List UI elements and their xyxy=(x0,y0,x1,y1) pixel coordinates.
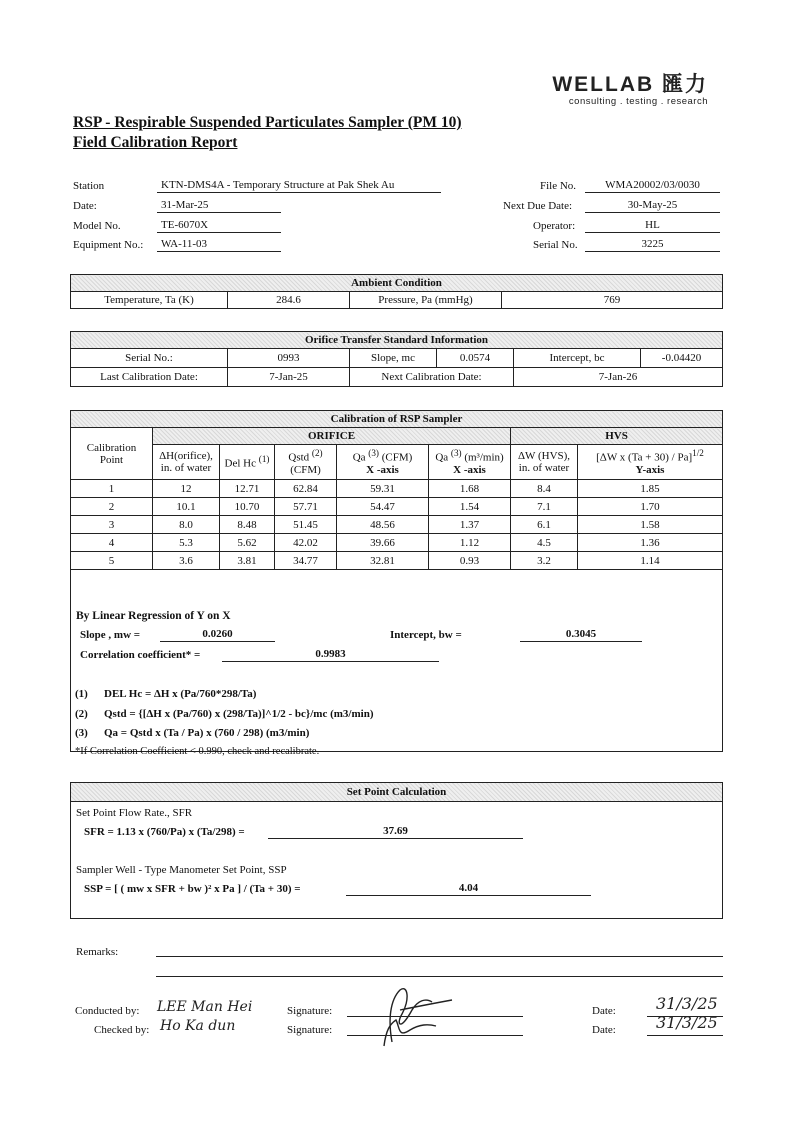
calibration-cell: 5.62 xyxy=(220,534,275,552)
formula-2: Qstd = {[ΔH x (Pa/760) x (298/Ta)]^1/2 - bc}/mc (m3/min) xyxy=(104,708,374,720)
qstd-text: Qstd xyxy=(288,451,310,464)
col-del-hc xyxy=(220,445,275,480)
intercept-bc-label: Intercept, bc xyxy=(514,349,641,368)
qstd-unit: (CFM) xyxy=(290,463,321,476)
calibration-row xyxy=(71,498,723,516)
calibration-cell: 32.81 xyxy=(337,552,429,570)
calibration-cell: 54.47 xyxy=(337,498,429,516)
qa-sup: (3) xyxy=(368,448,379,459)
calibration-cell: 5 xyxy=(71,552,153,570)
calibration-cell: 1 xyxy=(71,480,153,498)
ssp-title: Sampler Well - Type Manometer Set Point, SSP xyxy=(76,864,287,876)
qa-text: Qa xyxy=(352,451,366,464)
calibration-cell: 57.71 xyxy=(275,498,337,516)
y-sup: 1/2 xyxy=(692,448,704,459)
calibration-cell: 7.1 xyxy=(511,498,578,516)
remarks-label: Remarks: xyxy=(76,946,119,958)
operator-value: HL xyxy=(585,218,720,233)
calibration-cell: 3 xyxy=(71,516,153,534)
temperature-value: 284.6 xyxy=(228,292,350,309)
calibration-cell: 6.1 xyxy=(511,516,578,534)
signature-label-2: Signature: xyxy=(287,1024,333,1036)
calibration-cell: 5.3 xyxy=(153,534,220,552)
model-label: Model No. xyxy=(73,220,121,232)
calibration-cell: 12 xyxy=(153,480,220,498)
last-cal-label: Last Calibration Date: xyxy=(71,368,228,387)
calibration-cell: 1.12 xyxy=(429,534,511,552)
calibration-cell: 4.5 xyxy=(511,534,578,552)
setpoint-section xyxy=(70,782,723,919)
y-axis-label: Y-axis xyxy=(635,463,665,476)
setpoint-title: Set Point Calculation xyxy=(71,783,722,802)
calibration-cell: 34.77 xyxy=(275,552,337,570)
serial-label: Serial No. xyxy=(533,239,578,251)
qa-unit: (CFM) xyxy=(381,451,413,464)
intercept-bw-label: Intercept, bw = xyxy=(390,629,462,641)
qstd-sup: (2) xyxy=(311,448,323,459)
y-text: [ΔW x (Ta + 30) / Pa] xyxy=(596,451,693,464)
calibration-cell: 1.70 xyxy=(578,498,723,516)
calibration-cell: 3.2 xyxy=(511,552,578,570)
sfr-value: 37.69 xyxy=(268,824,523,839)
calibration-cell: 1.54 xyxy=(429,498,511,516)
date-value-1: 31/3/25 xyxy=(656,994,718,1013)
date-label: Date: xyxy=(73,200,97,212)
next-cal-value: 7-Jan-26 xyxy=(514,368,723,387)
formula-1-num: (1) xyxy=(75,688,88,700)
qam-text: Qa xyxy=(435,451,449,464)
calibration-table xyxy=(70,410,723,570)
model-value: TE-6070X xyxy=(157,218,281,233)
remarks-line-2 xyxy=(156,976,723,977)
orifice-serial-label: Serial No.: xyxy=(71,349,228,368)
col-qa-m3 xyxy=(429,445,511,480)
regression-title: By Linear Regression of Y on X xyxy=(76,610,231,622)
calibration-cell: 12.71 xyxy=(220,480,275,498)
slope-mc-value: 0.0574 xyxy=(437,349,514,368)
correlation-value: 0.9983 xyxy=(222,647,439,662)
remarks-line-1 xyxy=(156,956,723,957)
title-line-1: RSP - Respirable Suspended Particulates Sampler (PM 10) xyxy=(73,114,462,131)
orifice-title: Orifice Transfer Standard Information xyxy=(71,332,723,349)
last-cal-value: 7-Jan-25 xyxy=(228,368,350,387)
date-value: 31-Mar-25 xyxy=(157,198,281,213)
equipment-label: Equipment No.: xyxy=(73,239,144,251)
formula-1: DEL Hc = ΔH x (Pa/760*298/Ta) xyxy=(104,688,257,700)
calibration-cell: 8.48 xyxy=(220,516,275,534)
calibration-cell: 1.85 xyxy=(578,480,723,498)
col-qstd xyxy=(275,445,337,480)
slope-mc-label: Slope, mc xyxy=(350,349,437,368)
date-label-2: Date: xyxy=(592,1024,616,1036)
file-label: File No. xyxy=(540,180,577,192)
qam-sup: (3) xyxy=(450,448,462,459)
calibration-cell: 42.02 xyxy=(275,534,337,552)
handwritten-signature xyxy=(370,980,460,1050)
calibration-cell: 0.93 xyxy=(429,552,511,570)
col-delta-w: ΔW (HVS), in. of water xyxy=(511,445,578,480)
pressure-value: 769 xyxy=(502,292,723,309)
col-y-axis xyxy=(578,445,723,480)
calibration-cell: 62.84 xyxy=(275,480,337,498)
station-label: Station xyxy=(73,180,105,192)
calibration-title: Calibration of RSP Sampler xyxy=(71,411,723,428)
formula-2-num: (2) xyxy=(75,708,88,720)
calibration-cell: 48.56 xyxy=(337,516,429,534)
qa-axis: X -axis xyxy=(366,463,399,476)
intercept-bc-value: -0.04420 xyxy=(641,349,723,368)
qam-axis: X -axis xyxy=(453,463,486,476)
equipment-value: WA-11-03 xyxy=(157,237,281,252)
ssp-formula: SSP = [ ( mw x SFR + bw )² x Pa ] / (Ta + 30) = xyxy=(84,883,301,895)
date-label-1: Date: xyxy=(592,1005,616,1017)
calibration-cell: 8.0 xyxy=(153,516,220,534)
calibration-cell: 10.70 xyxy=(220,498,275,516)
ssp-value: 4.04 xyxy=(346,881,591,896)
conducted-by-signature: LEE Man Hei xyxy=(157,999,253,1015)
calibration-cell: 1.37 xyxy=(429,516,511,534)
intercept-bw-value: 0.3045 xyxy=(520,627,642,642)
ambient-title: Ambient Condition xyxy=(71,275,723,292)
checked-by-label: Checked by: xyxy=(94,1024,150,1036)
next-due-label: Next Due Date: xyxy=(503,200,573,212)
signature-label-1: Signature: xyxy=(287,1005,333,1017)
calibration-cell: 8.4 xyxy=(511,480,578,498)
col-qa-cfm xyxy=(337,445,429,480)
col-delta-h: ΔH(orifice), in. of water xyxy=(153,445,220,480)
title-line-2: Field Calibration Report xyxy=(73,134,238,151)
calibration-cell: 4 xyxy=(71,534,153,552)
serial-value: 3225 xyxy=(585,237,720,252)
conducted-by-label: Conducted by: xyxy=(75,1005,140,1017)
next-cal-label: Next Calibration Date: xyxy=(350,368,514,387)
hvs-group-header: HVS xyxy=(511,428,723,445)
calibration-cell: 10.1 xyxy=(153,498,220,516)
calibration-row xyxy=(71,534,723,552)
date-value-2: 31/3/25 xyxy=(656,1013,718,1032)
pressure-label: Pressure, Pa (mmHg) xyxy=(350,292,502,309)
calibration-cell: 59.31 xyxy=(337,480,429,498)
orifice-info-table xyxy=(70,331,723,387)
del-hc-sup: (1) xyxy=(258,454,270,465)
correlation-note: *If Correlation Coefficient < 0.990, check and recalibrate. xyxy=(75,746,320,757)
calibration-cell: 1.14 xyxy=(578,552,723,570)
calibration-row xyxy=(71,480,723,498)
orifice-group-header: ORIFICE xyxy=(153,428,511,445)
operator-label: Operator: xyxy=(533,220,576,232)
next-due-value: 30-May-25 xyxy=(585,198,720,213)
sfr-title: Set Point Flow Rate., SFR xyxy=(76,807,193,819)
sfr-formula: SFR = 1.13 x (760/Pa) x (Ta/298) = xyxy=(84,826,245,838)
calibration-cell: 1.58 xyxy=(578,516,723,534)
calibration-cell: 3.81 xyxy=(220,552,275,570)
qam-unit: (m³/min) xyxy=(464,451,504,464)
formula-3-num: (3) xyxy=(75,727,88,739)
calibration-cell: 39.66 xyxy=(337,534,429,552)
correlation-label: Correlation coefficient* = xyxy=(80,649,201,661)
logo-brand: WELLAB 匯力 xyxy=(552,73,708,96)
calibration-cell: 1.36 xyxy=(578,534,723,552)
report-title xyxy=(73,113,462,153)
calibration-cell: 1.68 xyxy=(429,480,511,498)
del-hc-text: Del Hc xyxy=(224,457,257,470)
col-calibration-point: Calibration Point xyxy=(71,428,153,480)
station-value: KTN-DMS4A - Temporary Structure at Pak Shek Au xyxy=(157,178,441,193)
calibration-row xyxy=(71,552,723,570)
logo-tagline: consulting . testing . research xyxy=(568,96,708,107)
calibration-cell: 2 xyxy=(71,498,153,516)
temperature-label: Temperature, Ta (K) xyxy=(71,292,228,309)
calibration-cell: 51.45 xyxy=(275,516,337,534)
slope-mw-label: Slope , mw = xyxy=(80,629,141,641)
company-logo xyxy=(552,74,708,107)
ambient-condition-table xyxy=(70,274,723,309)
formula-3: Qa = Qstd x (Ta / Pa) x (760 / 298) (m3/min) xyxy=(104,727,310,739)
file-value: WMA20002/03/0030 xyxy=(585,178,720,193)
calibration-cell: 3.6 xyxy=(153,552,220,570)
orifice-serial-value: 0993 xyxy=(228,349,350,368)
calibration-row xyxy=(71,516,723,534)
date-line-2 xyxy=(647,1035,723,1036)
slope-mw-value: 0.0260 xyxy=(160,627,275,642)
checked-by-signature: Ho Ka dun xyxy=(160,1018,236,1034)
